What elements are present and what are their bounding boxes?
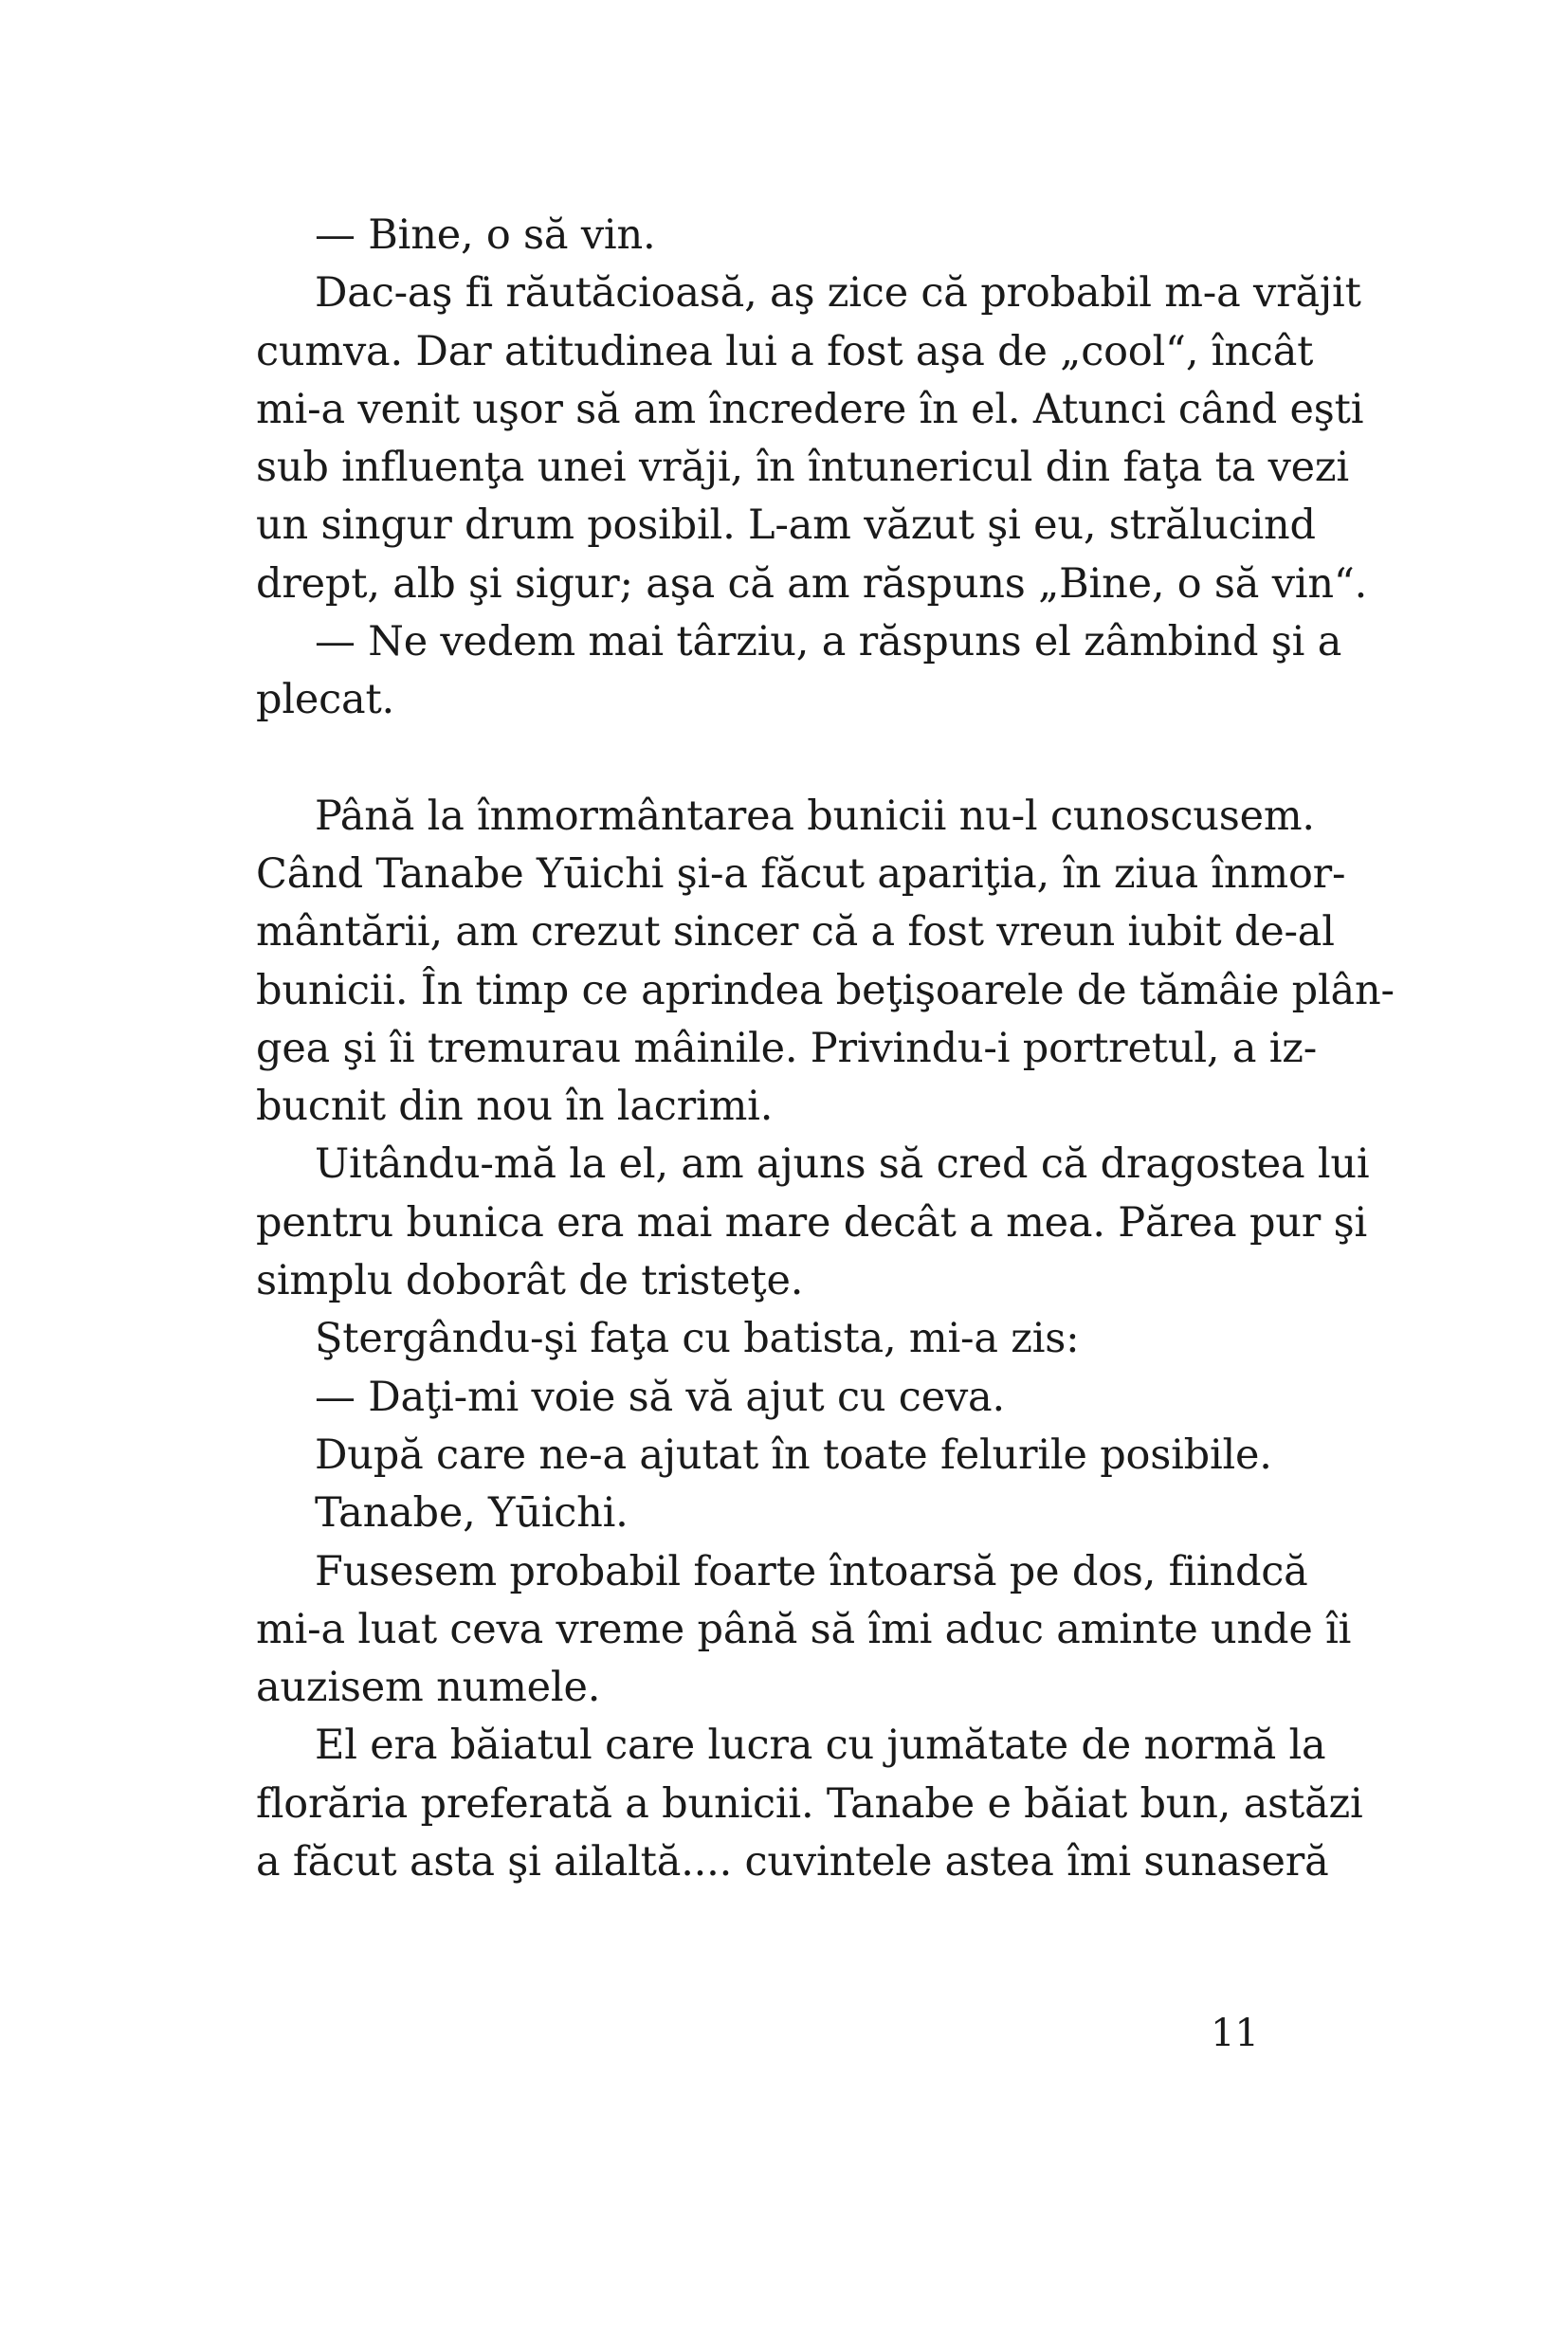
text-line: mântării, am crezut sincer că a fost vreun iubit de-al [256, 908, 1335, 957]
text-line: florăria preferată a bunicii. Tanabe e băiat bun, astăzi [256, 1779, 1363, 1828]
text-line: gea şi îi tremurau mâinile. Privindu-i portretul, a iz- [256, 1024, 1318, 1072]
text-line: Uitându-mă la el, am ajuns să cred că dragostea lui [315, 1140, 1370, 1189]
paragraph-narration-1 [256, 264, 1368, 613]
paragraph-narration-8 [256, 1717, 1363, 1891]
text-line: Dac-aş fi răutăcioasă, aş zice că probabil m-a vrăjit [315, 269, 1361, 318]
text-line: cumva. Dar atitudinea lui a fost aşa de „cool“, încât [256, 327, 1314, 375]
text-line: sub influenţa unei vrăji, în întunericul din faţa ta vezi [256, 444, 1349, 492]
text-line: simplu doborât de tristeţe. [256, 1257, 804, 1305]
text-line: După care ne-a ajutat în toate felurile posibile. [315, 1431, 1272, 1479]
paragraph-narration-2 [256, 788, 1395, 1137]
paragraph-narration-3 [256, 1136, 1370, 1310]
text-line: Când Tanabe Yūichi şi-a făcut apariţia, în ziua înmor- [256, 849, 1346, 898]
text-line: El era băiatul care lucra cu jumătate de normă la [315, 1722, 1326, 1770]
page-number: 11 [1211, 2012, 1259, 2055]
text-line: un singur drum posibil. L-am văzut şi eu, strălucind [256, 501, 1316, 550]
text-line: — Ne vedem mai târziu, a răspuns el zâmbind şi a [315, 618, 1342, 666]
text-line: Fusesem probabil foarte întoarsă pe dos, fiindcă [315, 1547, 1308, 1595]
paragraph-dialogue-3 [256, 1369, 1259, 1427]
text-line: pentru bunica era mai mare decât a mea. Părea pur şi [256, 1198, 1368, 1247]
text-line: Ştergându-şi faţa cu batista, mi-a zis: [315, 1315, 1080, 1363]
paragraph-dialogue-1 [256, 207, 1259, 264]
text-line: auzisem numele. [256, 1664, 601, 1712]
text-line: mi-a venit uşor să am încredere în el. Atunci când eşti [256, 385, 1364, 433]
text-line: drept, alb şi sigur; aşa că am răspuns „Bine, o să vin“. [256, 559, 1368, 608]
text-line: Până la înmormântarea bunicii nu-l cunoscusem. [315, 792, 1315, 840]
paragraph-narration-5 [256, 1427, 1272, 1485]
paragraph-narration-6 [256, 1485, 1259, 1542]
text-line: — Bine, o să vin. [315, 211, 656, 259]
paragraph-narration-7 [256, 1543, 1352, 1718]
text-line: Tanabe, Yūichi. [315, 1489, 629, 1538]
paragraph-dialogue-2 [256, 613, 1342, 730]
text-line: plecat. [256, 676, 394, 724]
text-line: a făcut asta şi ailaltă.... cuvintele astea îmi sunaseră [256, 1838, 1329, 1886]
text-line: mi-a luat ceva vreme până să îmi aduc aminte unde îi [256, 1605, 1352, 1653]
paragraph-narration-4 [256, 1310, 1259, 1368]
text-line: — Daţi-mi voie să vă ajut cu ceva. [315, 1373, 1005, 1421]
text-line: bunicii. În timp ce aprindea beţişoarele de tămâie plân- [256, 966, 1395, 1014]
text-line: bucnit din nou în lacrimi. [256, 1083, 774, 1131]
body-text [256, 207, 1395, 1891]
